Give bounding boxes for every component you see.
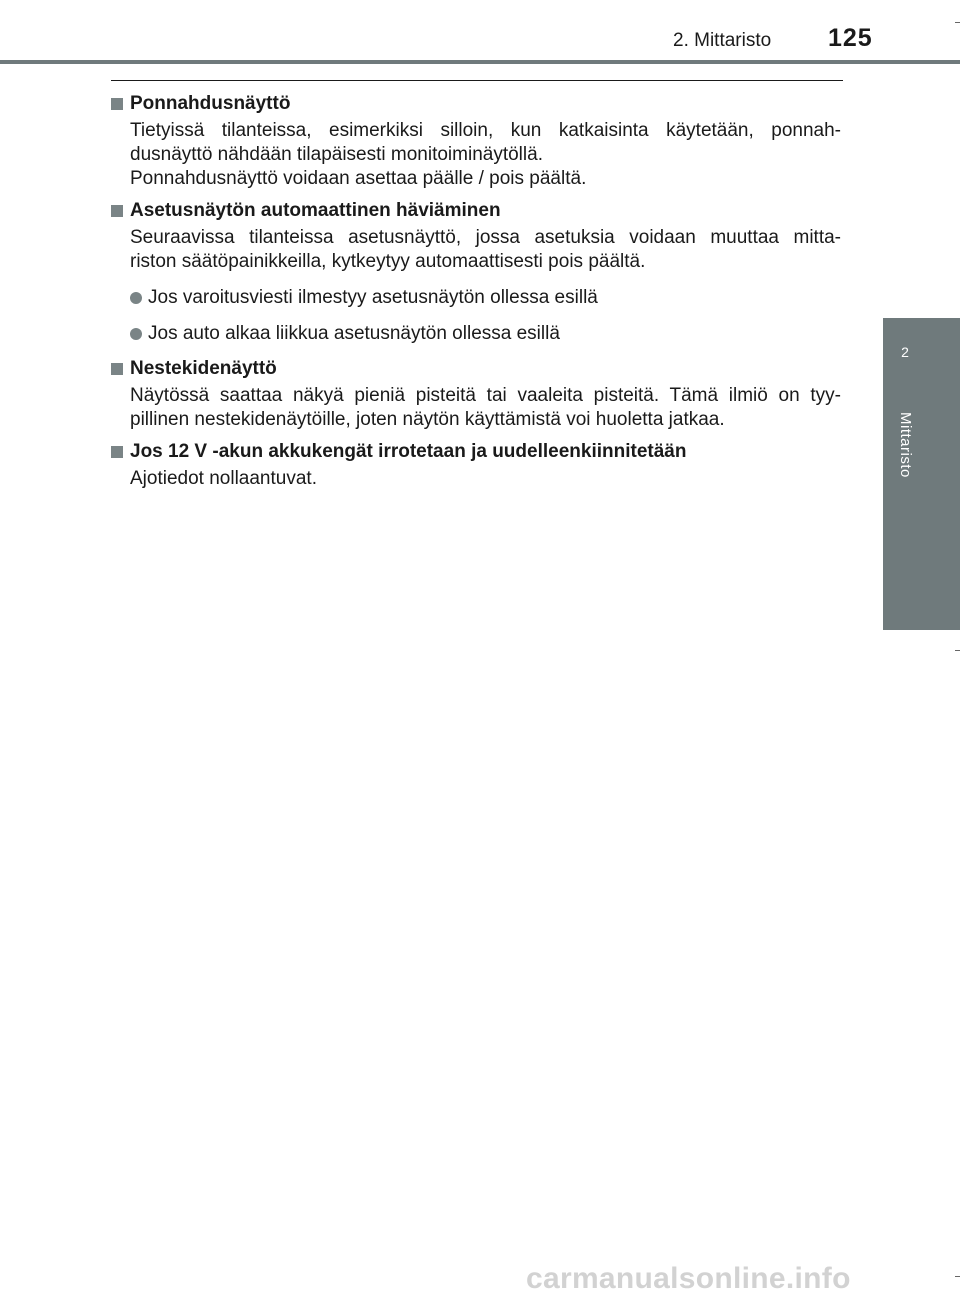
tab-number: 2 [901, 344, 909, 360]
crop-mark [955, 22, 960, 23]
round-bullet-icon [130, 292, 142, 304]
section-paragraph [130, 119, 841, 191]
section-heading-text: Nestekidenäyttö [130, 358, 277, 379]
paragraph-line: pillinen nestekidenäytöille, joten näytön käyttämistä voi huoletta jatkaa. [130, 409, 725, 430]
section-paragraph [130, 467, 841, 491]
content-area [111, 91, 841, 498]
section-heading [111, 91, 841, 117]
section-heading [111, 439, 841, 465]
section-heading [111, 356, 841, 382]
paragraph-line: Ajotiedot nollaantuvat. [130, 468, 317, 489]
section-heading [111, 198, 841, 224]
list-item-text: Jos auto alkaa liikkua asetusnäytön ollessa esillä [148, 323, 560, 344]
content-rule [111, 80, 843, 81]
paragraph-line: Seuraavissa tilanteissa asetusnäyttö, jossa asetuksia voidaan muuttaa mitta- [130, 227, 841, 248]
page-header [0, 0, 960, 62]
section-heading-text: Jos 12 V -akun akkukengät irrotetaan ja uudelleenkiinnitetään [130, 441, 687, 462]
section-battery-terminals [111, 439, 841, 491]
crop-mark [955, 1276, 960, 1277]
site-watermark: carmanualsonline.info [526, 1262, 851, 1295]
paragraph-line: Näytössä saattaa näkyä pieniä pisteitä tai vaaleita pisteitä. Tämä ilmiö on tyy- [130, 385, 841, 406]
section-heading-text: Asetusnäytön automaattinen häviäminen [130, 200, 501, 221]
square-bullet-icon [111, 363, 123, 375]
tab-label: Mittaristo [897, 412, 914, 478]
section-paragraph [130, 384, 841, 432]
chapter-title: 2. Mittaristo [673, 30, 772, 51]
section-heading-text: Ponnahdusnäyttö [130, 93, 291, 114]
header-rule [0, 60, 960, 64]
section-lcd-display [111, 356, 841, 432]
round-bullet-icon [130, 328, 142, 340]
list-item [130, 322, 841, 346]
page-number: 125 [828, 24, 873, 52]
list-item-text: Jos varoitusviesti ilmestyy asetusnäytön ollessa esillä [148, 287, 598, 308]
paragraph-line: riston säätöpainikkeilla, kytkeytyy automaattisesti pois päältä. [130, 251, 646, 272]
section-paragraph [130, 226, 841, 274]
square-bullet-icon [111, 205, 123, 217]
section-settings-auto-hide [111, 198, 841, 346]
crop-mark [955, 650, 960, 651]
paragraph-line: Tietyissä tilanteissa, esimerkiksi silloin, kun katkaisinta käytetään, ponnah- [130, 120, 841, 141]
chapter-side-tab [883, 318, 960, 630]
list-item [130, 286, 841, 310]
square-bullet-icon [111, 98, 123, 110]
paragraph-line: Ponnahdusnäyttö voidaan asettaa päälle / pois päältä. [130, 168, 587, 189]
square-bullet-icon [111, 446, 123, 458]
paragraph-line: dusnäyttö nähdään tilapäisesti monitoiminäytöllä. [130, 144, 543, 165]
section-popup-display [111, 91, 841, 191]
